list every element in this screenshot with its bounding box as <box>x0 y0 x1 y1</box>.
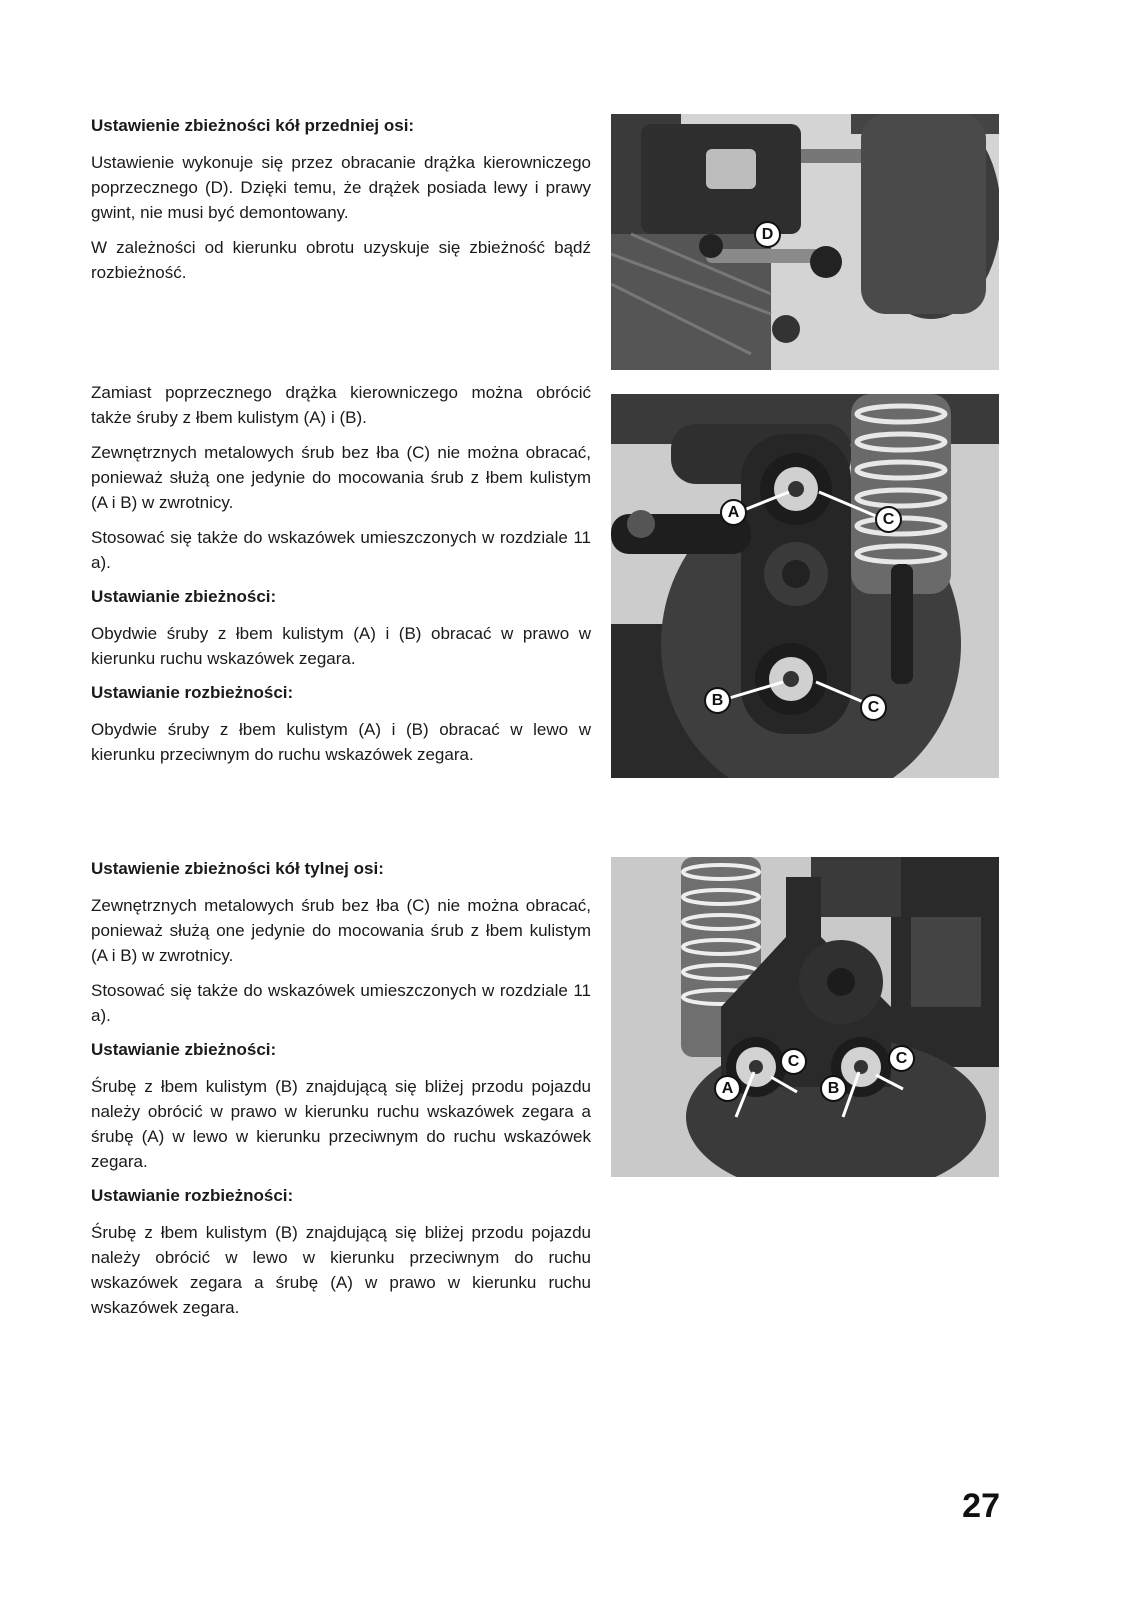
rear-callout-a: A <box>714 1075 741 1102</box>
front-axle-heading: Ustawienie zbieżności kół przedniej osi: <box>91 116 415 135</box>
rear-axle-paragraph-1: Zewnętrznych metalowych śrub bez łba (C) nie można obracać, ponieważ służą one jedynie do mocowania śrub z łbem kulistym (A i B) w zwrotnicy. <box>91 896 591 965</box>
front-toe-in-heading: Ustawianie zbieżności: <box>91 587 277 606</box>
page-number: 27 <box>962 1487 1000 1525</box>
rear-knuckle-illustration <box>611 857 999 1177</box>
ball-screw-section <box>91 380 591 777</box>
ball-screw-paragraph-1: Zamiast poprzecznego drążka kierowniczego można obrócić także śruby z łbem kulistym (A) i (B). <box>91 383 591 427</box>
rear-callout-c-right: C <box>888 1045 915 1072</box>
rear-axle-paragraph-2: Stosować się także do wskazówek umieszczonych w rozdziale 11 a). <box>91 981 591 1025</box>
ball-screw-paragraph-2: Zewnętrznych metalowych śrub bez łba (C) nie można obracać, ponieważ służą one jedynie do mocowania śrub z łbem kulistym (A i B) w zwrotnicy. <box>91 443 591 512</box>
callout-c-lower: C <box>860 694 887 721</box>
front-axle-paragraph-1: Ustawienie wykonuje się przez obracanie drążka kierowniczego poprzecznego (D). Dzięki temu, że drążek posiada lewy i prawy gwint, nie musi być demontowany. <box>91 153 591 222</box>
callout-a: A <box>720 499 747 526</box>
rear-callout-b: B <box>820 1075 847 1102</box>
rear-toe-out-text: Śrubę z łbem kulistym (B) znajdującą się bliżej przodu pojazdu należy obrócić w lewo w kierunku przeciwnym do ruchu wskazówek zegara a śrubę (A) w prawo w kierunku ruchu wskazówek zegara. <box>91 1223 591 1317</box>
front-knuckle-photo <box>611 394 999 778</box>
front-toe-out-text: Obydwie śruby z łbem kulistym (A) i (B) obracać w lewo w kierunku przeciwnym do ruchu wskazówek zegara. <box>91 720 591 764</box>
ball-screw-paragraph-3: Stosować się także do wskazówek umieszczonych w rozdziale 11 a). <box>91 528 591 572</box>
front-axle-paragraph-2: W zależności od kierunku obrotu uzyskuje się zbieżność bądź rozbieżność. <box>91 238 591 282</box>
front-toe-out-heading: Ustawianie rozbieżności: <box>91 683 294 702</box>
rear-toe-in-heading: Ustawianie zbieżności: <box>91 1040 277 1059</box>
front-steering-photo <box>611 114 999 370</box>
rear-axle-heading: Ustawienie zbieżności kół tylnej osi: <box>91 859 384 878</box>
rear-callout-c-left: C <box>780 1048 807 1075</box>
rear-axle-section <box>91 857 591 1330</box>
rear-toe-out-heading: Ustawianie rozbieżności: <box>91 1186 294 1205</box>
rear-knuckle-photo <box>611 857 999 1177</box>
callout-c-upper: C <box>875 506 902 533</box>
rear-toe-in-text: Śrubę z łbem kulistym (B) znajdującą się bliżej przodu pojazdu należy obrócić w prawo w kierunku ruchu wskazówek zegara a śrubę (A) w lewo w kierunku przeciwnym do ruchu wskazówek zegara. <box>91 1077 591 1171</box>
callout-b: B <box>704 687 731 714</box>
front-toe-in-text: Obydwie śruby z łbem kulistym (A) i (B) obracać w prawo w kierunku ruchu wskazówek zegara. <box>91 624 591 668</box>
front-steering-illustration <box>611 114 999 370</box>
front-knuckle-illustration <box>611 394 999 778</box>
front-axle-section <box>91 114 591 295</box>
callout-d: D <box>754 221 781 248</box>
